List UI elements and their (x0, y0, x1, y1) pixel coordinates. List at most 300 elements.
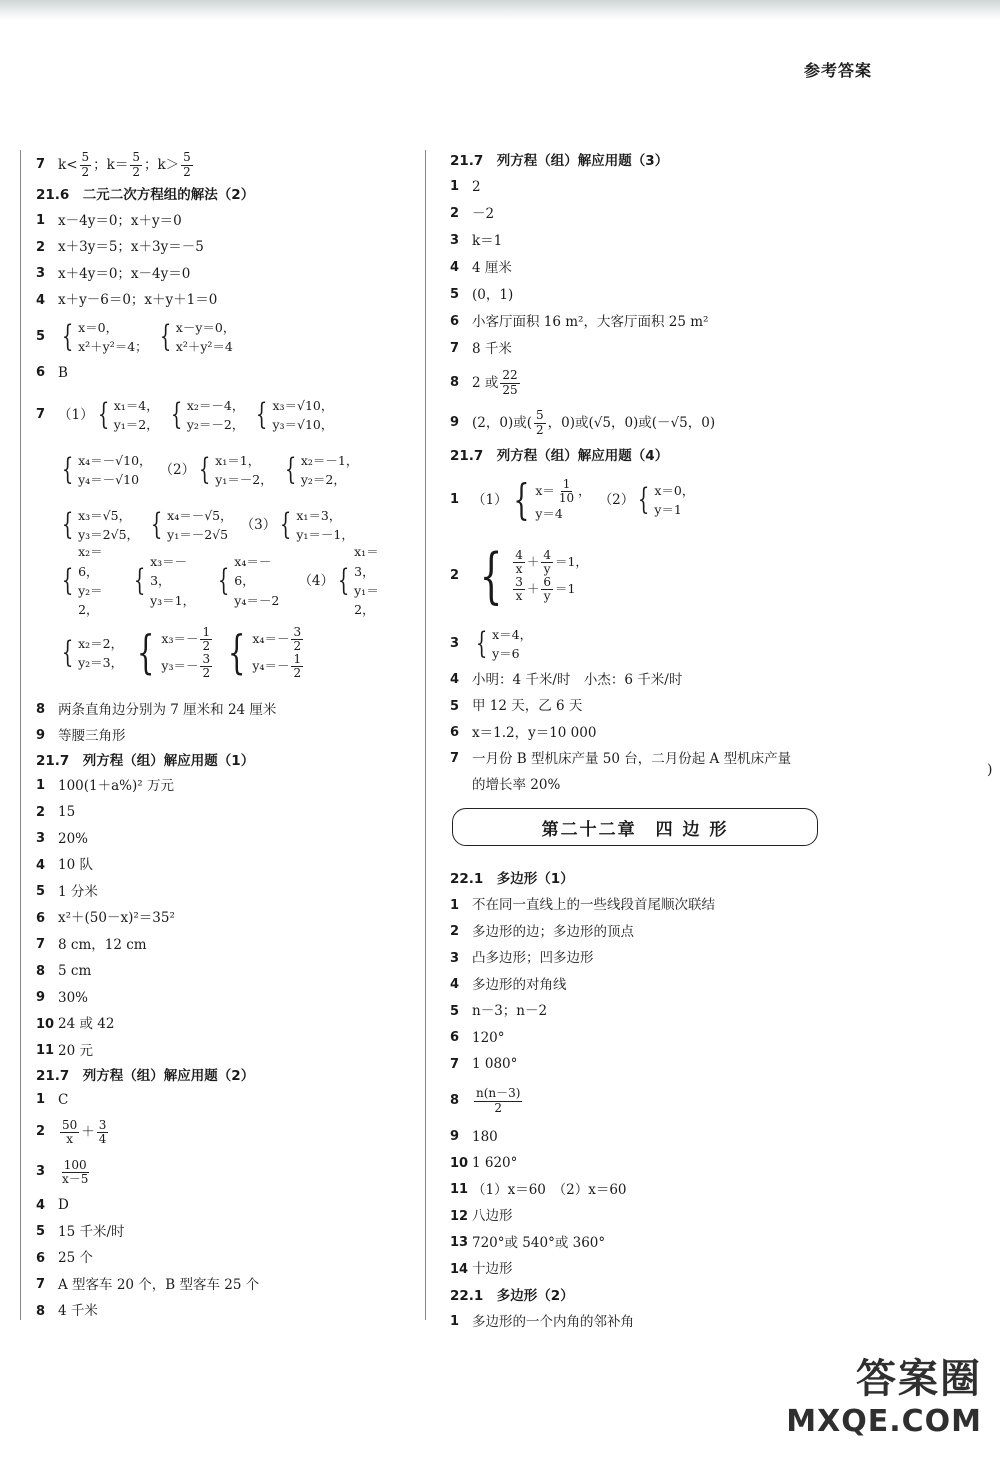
answer-row (450, 282, 830, 309)
q-number: 4 (36, 1197, 46, 1213)
answer-row (36, 1113, 406, 1153)
brace-icon: { (479, 540, 503, 611)
q-number: 4 (450, 977, 460, 993)
answer-text: 8 cm，12 cm (58, 936, 147, 953)
q-number: 2 (450, 206, 460, 222)
eq-line: y＝6 (492, 646, 520, 661)
eq-line: y＝4 (535, 505, 563, 521)
answer-text: ；k＝ (93, 156, 129, 173)
numerator: 5 (535, 408, 544, 423)
eq-line: y₁＝－2， (215, 472, 273, 487)
equation-system (58, 506, 139, 545)
fraction (534, 409, 546, 436)
q-number: 6 (36, 910, 46, 926)
answer-text: －2 (472, 206, 495, 223)
answer-text: 两条直角边分别为 7 厘米和 24 厘米 (58, 701, 277, 718)
part-label: （2） (159, 461, 196, 478)
answer-text: 2 (472, 179, 481, 196)
answer-row (450, 1078, 830, 1124)
left-margin-rule (20, 150, 21, 1320)
answer-row (450, 999, 830, 1026)
eq-line: y₁＝2， (354, 583, 379, 618)
fraction (500, 369, 519, 396)
answer-text: ；k＞ (143, 156, 180, 173)
brace-icon: { (61, 635, 74, 671)
q-number: 5 (36, 328, 46, 344)
equation-system (130, 552, 206, 610)
answer-text: 720°或 540°或 360° (472, 1234, 606, 1251)
answer-text: 1 080° (472, 1056, 518, 1073)
fraction (200, 653, 212, 680)
answer-text: A 型客车 20 个，B 型客车 25 个 (58, 1276, 260, 1293)
numerator: 100 (63, 1157, 87, 1172)
answer-row (36, 314, 406, 360)
numerator: 5 (81, 150, 90, 165)
eq-text: ＝1 (554, 581, 576, 597)
answer-row (36, 697, 406, 723)
equation-system (472, 625, 532, 664)
q-number: 4 (36, 292, 46, 308)
answer-text: 4 千米 (58, 1303, 98, 1320)
answer-text: 八边形 (472, 1208, 513, 1225)
q-number: 3 (450, 233, 460, 249)
answer-row (36, 235, 406, 262)
answer-row (450, 1257, 830, 1284)
answer-row (450, 309, 830, 336)
denominator: x (66, 1132, 74, 1146)
equation-system (156, 318, 236, 357)
denominator: 4 (98, 1132, 107, 1146)
q-number: 7 (36, 1277, 46, 1293)
q-number: 2 (450, 924, 460, 940)
equation-system (58, 542, 122, 620)
q-number: 3 (36, 1164, 46, 1180)
answer-row (450, 972, 830, 999)
margin-mark: ) (987, 762, 993, 778)
part-label: （4） (298, 572, 335, 589)
numerator: 22 (502, 368, 518, 383)
equation-system (276, 506, 354, 545)
eq-line: x＝0， (654, 482, 695, 498)
denominator: 2 (183, 164, 191, 179)
answer-row (36, 1246, 406, 1273)
eq-line: y₁＝－1， (296, 527, 354, 542)
q-number: 7 (36, 406, 46, 422)
answer-text: 15 (58, 804, 76, 821)
answer-row (36, 826, 406, 853)
answer-row (36, 360, 406, 387)
fraction (474, 1087, 522, 1114)
answer-row (450, 919, 830, 946)
answer-text: x²＋(50－x)²＝35² (58, 910, 175, 927)
eq-line: x₄＝－√10， (78, 452, 152, 468)
answer-text: 多边形的一个内角的邻补角 (472, 1313, 634, 1330)
denominator: 10 (558, 490, 575, 505)
answer-row (450, 469, 830, 531)
page-title: 参考答案 (803, 61, 872, 80)
q-number: 7 (450, 751, 460, 767)
brace-icon: { (61, 507, 74, 543)
eq-line: x＝ $\frac{1}{10}$ ， (535, 476, 591, 505)
q-number: 9 (450, 1129, 460, 1145)
answer-row (450, 1052, 830, 1079)
part-label: （3） (240, 516, 277, 533)
eq-line: y₄＝－2 (234, 592, 280, 608)
answer-text: 1 620° (472, 1155, 518, 1172)
answer-text: x－4y＝0；x＋y＝0 (58, 212, 182, 229)
answer-row (450, 201, 830, 228)
denominator: y (543, 589, 551, 604)
q-number: 6 (450, 314, 460, 330)
fraction (130, 151, 142, 178)
eq-line: y₂＝2， (78, 583, 103, 618)
q-number: 5 (450, 287, 460, 303)
answer-text: 30% (58, 989, 89, 1006)
answer-row (36, 853, 406, 880)
denominator: 2 (293, 666, 302, 681)
eq-line: x₁＝3， (354, 544, 379, 579)
numerator: n(n－3) (476, 1086, 521, 1101)
eq-line: x₂＝－4， (186, 397, 245, 413)
numerator: 3 (98, 1117, 107, 1132)
answer-text: 25 个 (58, 1250, 93, 1267)
answer-row (450, 228, 830, 255)
eq-line: x₂＝－1， (300, 452, 359, 468)
answer-row (36, 879, 406, 906)
answer-row (36, 1193, 406, 1220)
answer-text: 15 千米/时 (58, 1223, 125, 1240)
eq-text: ＋ (526, 581, 540, 597)
answer-text: k＝1 (472, 233, 503, 250)
answer-row (450, 1230, 830, 1257)
fraction (181, 151, 193, 178)
brace-icon: { (61, 319, 74, 355)
denominator: 2 (535, 422, 544, 437)
eq-line (161, 653, 214, 680)
q-number: 10 (450, 1155, 469, 1171)
answer-row (36, 261, 406, 288)
answer-text: 2 或 (472, 374, 499, 391)
q-number: 5 (450, 1003, 460, 1019)
section-heading: 21.7 列方程（组）解应用题（2） (36, 1068, 255, 1085)
brace-icon: { (638, 482, 650, 518)
q-number: 12 (450, 1208, 469, 1224)
q-number: 7 (450, 1056, 460, 1072)
answer-text: x＋4y＝0；x－4y＝0 (58, 265, 191, 282)
eq-line: x²＋y²＝4 (175, 339, 233, 354)
q-number: 1 (36, 213, 46, 229)
answer-row (36, 1038, 406, 1065)
eq-line: y₂＝2， (300, 472, 346, 487)
eq-text: y₃＝－ (161, 658, 199, 674)
equation-system (334, 542, 398, 620)
eq-line (252, 626, 305, 653)
right-column (450, 148, 830, 1336)
answer-text: x＋3y＝5；x＋3y＝－5 (58, 239, 204, 256)
answer-row (450, 174, 830, 201)
answer-row (36, 288, 406, 315)
answer-row (36, 208, 406, 235)
q-number: 6 (36, 1250, 46, 1266)
answer-row (36, 800, 406, 827)
answer-row (450, 747, 830, 773)
eq-line: x－y＝0， (175, 319, 236, 335)
eq-text: y₄＝－ (252, 658, 290, 674)
answer-text: 4 厘米 (472, 260, 512, 277)
numerator: 1 (562, 476, 571, 491)
equation-system (131, 624, 214, 682)
section-heading: 22.1 多边形（1） (450, 871, 574, 888)
answer-row (450, 1309, 830, 1336)
q-number: 6 (36, 365, 46, 381)
watermark-line: 答案圈 (856, 1356, 982, 1402)
part-label: （1） (58, 406, 94, 423)
equation-system (634, 481, 694, 520)
answer-text: 甲 12 天，乙 6 天 (472, 698, 583, 715)
brace-icon: { (218, 563, 230, 599)
eq-line: y＝1 (654, 502, 682, 517)
answer-text: 凸多边形；凹多边形 (472, 950, 594, 967)
section-heading: 21.7 列方程（组）解应用题（3） (450, 152, 669, 169)
equation-system (58, 634, 123, 673)
q-number: 4 (36, 857, 46, 873)
answer-row (450, 255, 830, 282)
numerator: 1 (202, 624, 211, 639)
q-number: 1 (36, 778, 46, 794)
q-number: 8 (36, 701, 46, 717)
denominator: y (543, 561, 551, 576)
eq-line: y₁＝2， (113, 417, 159, 432)
answer-row (36, 1012, 406, 1039)
answer-row (36, 1153, 406, 1193)
eq-line (511, 576, 588, 603)
equation-system (508, 474, 591, 527)
equation-system (58, 451, 152, 490)
brace-icon: { (170, 397, 182, 433)
q-number: 8 (36, 963, 46, 979)
answer-text: n－3；n－2 (472, 1003, 548, 1020)
left-column (36, 148, 406, 1325)
answer-row (450, 403, 830, 443)
answer-text: 20% (58, 830, 89, 847)
numerator: 1 (293, 652, 302, 666)
answer-row (450, 694, 830, 721)
chapter-title-box: 第二十二章 四 边 形 (452, 808, 818, 846)
q-number: 7 (36, 937, 46, 953)
answer-text: 100(1＋a%)² 万元 (58, 777, 174, 794)
brace-icon: { (61, 563, 74, 599)
eq-line: y₂＝3， (78, 655, 124, 670)
numerator: 4 (543, 547, 551, 562)
answer-text: 120° (472, 1029, 505, 1046)
section-heading: 21.7 列方程（组）解应用题（4） (450, 447, 669, 464)
answer-row (36, 443, 406, 497)
answer-row (450, 1177, 830, 1204)
brace-icon: { (256, 397, 268, 433)
answer-text: 20 元 (58, 1042, 93, 1059)
equation-system (472, 539, 588, 614)
equation-system (195, 451, 273, 490)
fraction (541, 576, 553, 603)
eq-line: x₂＝2， (78, 635, 124, 651)
q-number: 4 (450, 672, 460, 688)
answer-row (450, 667, 830, 694)
answer-text: ，0)或(√5，0)或(－√5，0) (547, 414, 716, 431)
eq-line: y₄＝－√10 (78, 472, 140, 487)
eq-line: x＝0， (78, 319, 119, 335)
q-number: 7 (450, 341, 460, 357)
denominator: 25 (502, 382, 518, 397)
answer-row (450, 621, 830, 667)
q-number: 3 (450, 635, 460, 651)
eq-text: ＋ (526, 553, 540, 569)
answer-row (450, 363, 830, 403)
section-heading: 21.7 列方程（组）解应用题（1） (36, 752, 255, 769)
answer-row (450, 1124, 830, 1151)
eq-line: x₂＝6， (78, 544, 103, 579)
answer-text: 多边形的对角线 (472, 976, 567, 993)
part-label: （1） (472, 491, 508, 508)
watermark-line: MXQE.COM (786, 1404, 982, 1439)
eq-text: x＝ (535, 482, 555, 498)
denominator: x (515, 561, 523, 576)
eq-text: x₃＝－ (161, 630, 199, 646)
q-number: 5 (36, 1224, 46, 1240)
answer-text: 一月份 B 型机床产量 50 台，二月份起 A 型机床产量 (472, 751, 792, 768)
fraction (291, 653, 303, 680)
q-number: 6 (450, 1030, 460, 1046)
q-number: 8 (450, 374, 460, 390)
answer-text: k (58, 156, 67, 173)
q-number: 1 (450, 897, 460, 913)
fraction (557, 478, 576, 505)
fraction (200, 626, 212, 653)
answer-text: 180 (472, 1128, 498, 1145)
brace-icon: { (150, 507, 163, 543)
part-label: （2） (598, 491, 635, 508)
q-number: 14 (450, 1261, 469, 1277)
brace-icon: { (61, 452, 74, 488)
answer-text: ＋ (81, 1124, 95, 1141)
answer-row (36, 985, 406, 1012)
q-number: 11 (36, 1043, 55, 1059)
answer-row (36, 959, 406, 986)
eq-line: y₃＝√10， (272, 417, 334, 432)
answer-text: （1）x＝60 （2）x＝60 (472, 1181, 627, 1198)
answer-row (36, 148, 406, 182)
fraction (513, 576, 525, 603)
eq-line: y₂＝－2， (186, 417, 245, 432)
eq-text: ＝1， (554, 553, 588, 569)
q-number: 3 (450, 950, 460, 966)
denominator: 2 (81, 164, 90, 179)
answer-text: 小明：4 千米/时 小杰：6 千米/时 (472, 671, 683, 688)
q-number: 9 (450, 414, 460, 430)
eq-line: x₃＝√10， (272, 397, 334, 413)
answer-text: 10 队 (58, 857, 93, 874)
eq-line: y₃＝1， (150, 592, 196, 608)
answer-row (450, 531, 830, 621)
q-number: 1 (450, 491, 460, 507)
eq-line: x₃＝－3， (150, 553, 188, 589)
answer-text: 5 cm (58, 963, 92, 980)
equation-system (58, 318, 148, 357)
q-number: 9 (36, 990, 46, 1006)
numerator: 6 (543, 575, 551, 589)
brace-icon: { (284, 452, 297, 488)
answer-text: (2，0)或( (472, 414, 532, 431)
numerator: 5 (132, 150, 140, 165)
answer-text: B (58, 365, 68, 382)
brace-icon: { (133, 563, 146, 599)
eq-line: y₃＝2√5， (78, 527, 140, 542)
answer-text: D (58, 1197, 69, 1214)
fraction (80, 151, 92, 178)
answer-row (450, 773, 830, 799)
fraction (97, 1119, 109, 1146)
equation-system (252, 396, 333, 435)
numerator: 3 (202, 652, 211, 666)
brace-icon: { (159, 319, 171, 355)
answer-row (450, 1025, 830, 1052)
answer-row (450, 893, 830, 920)
answer-row (36, 1219, 406, 1246)
brace-icon: { (475, 626, 488, 662)
numerator: 4 (515, 547, 523, 562)
answer-text: (0，1) (472, 287, 514, 304)
numerator: 5 (183, 150, 191, 165)
answer-row (36, 932, 406, 959)
answer-row (36, 387, 406, 443)
brace-icon: { (337, 563, 350, 599)
equation-system (94, 396, 159, 435)
answer-row (36, 609, 406, 697)
answer-text: x＋y－6＝0；x＋y＋1＝0 (58, 292, 218, 309)
answer-row (36, 1299, 406, 1326)
brace-icon: { (198, 452, 211, 488)
q-number: 3 (36, 266, 46, 282)
answer-row (36, 723, 406, 749)
q-number: 2 (450, 567, 460, 583)
answer-row (450, 1151, 830, 1178)
eq-line: x₁＝4， (113, 397, 159, 413)
top-print-band (0, 0, 1000, 20)
denominator: 2 (132, 164, 140, 179)
brace-icon: { (512, 474, 529, 524)
answer-text: 24 或 42 (58, 1016, 115, 1033)
answer-text: 不在同一直线上的一些线段首尾顺次联结 (472, 897, 715, 914)
equation-system (167, 396, 245, 435)
answer-row (36, 773, 406, 800)
denominator: 2 (202, 638, 211, 653)
q-number: 8 (450, 1092, 460, 1108)
brace-icon: { (227, 625, 246, 680)
answer-text: 多边形的边；多边形的顶点 (472, 923, 634, 940)
eq-line: x₁＝1， (215, 452, 261, 468)
q-number: 5 (450, 698, 460, 714)
q-number: 7 (36, 156, 46, 172)
section-heading: 22.1 多边形（2） (450, 1287, 574, 1304)
q-number: 1 (36, 1092, 46, 1108)
fraction (513, 549, 525, 576)
eq-line: x²＋y²＝4； (78, 339, 148, 354)
eq-line (161, 626, 214, 653)
denominator: 2 (494, 1100, 503, 1115)
answer-text: 的增长率 20% (472, 777, 561, 794)
q-number: 9 (36, 727, 46, 743)
answer-text: 小客厅面积 16 m²，大客厅面积 25 m² (472, 314, 709, 331)
answer-row (450, 1204, 830, 1231)
